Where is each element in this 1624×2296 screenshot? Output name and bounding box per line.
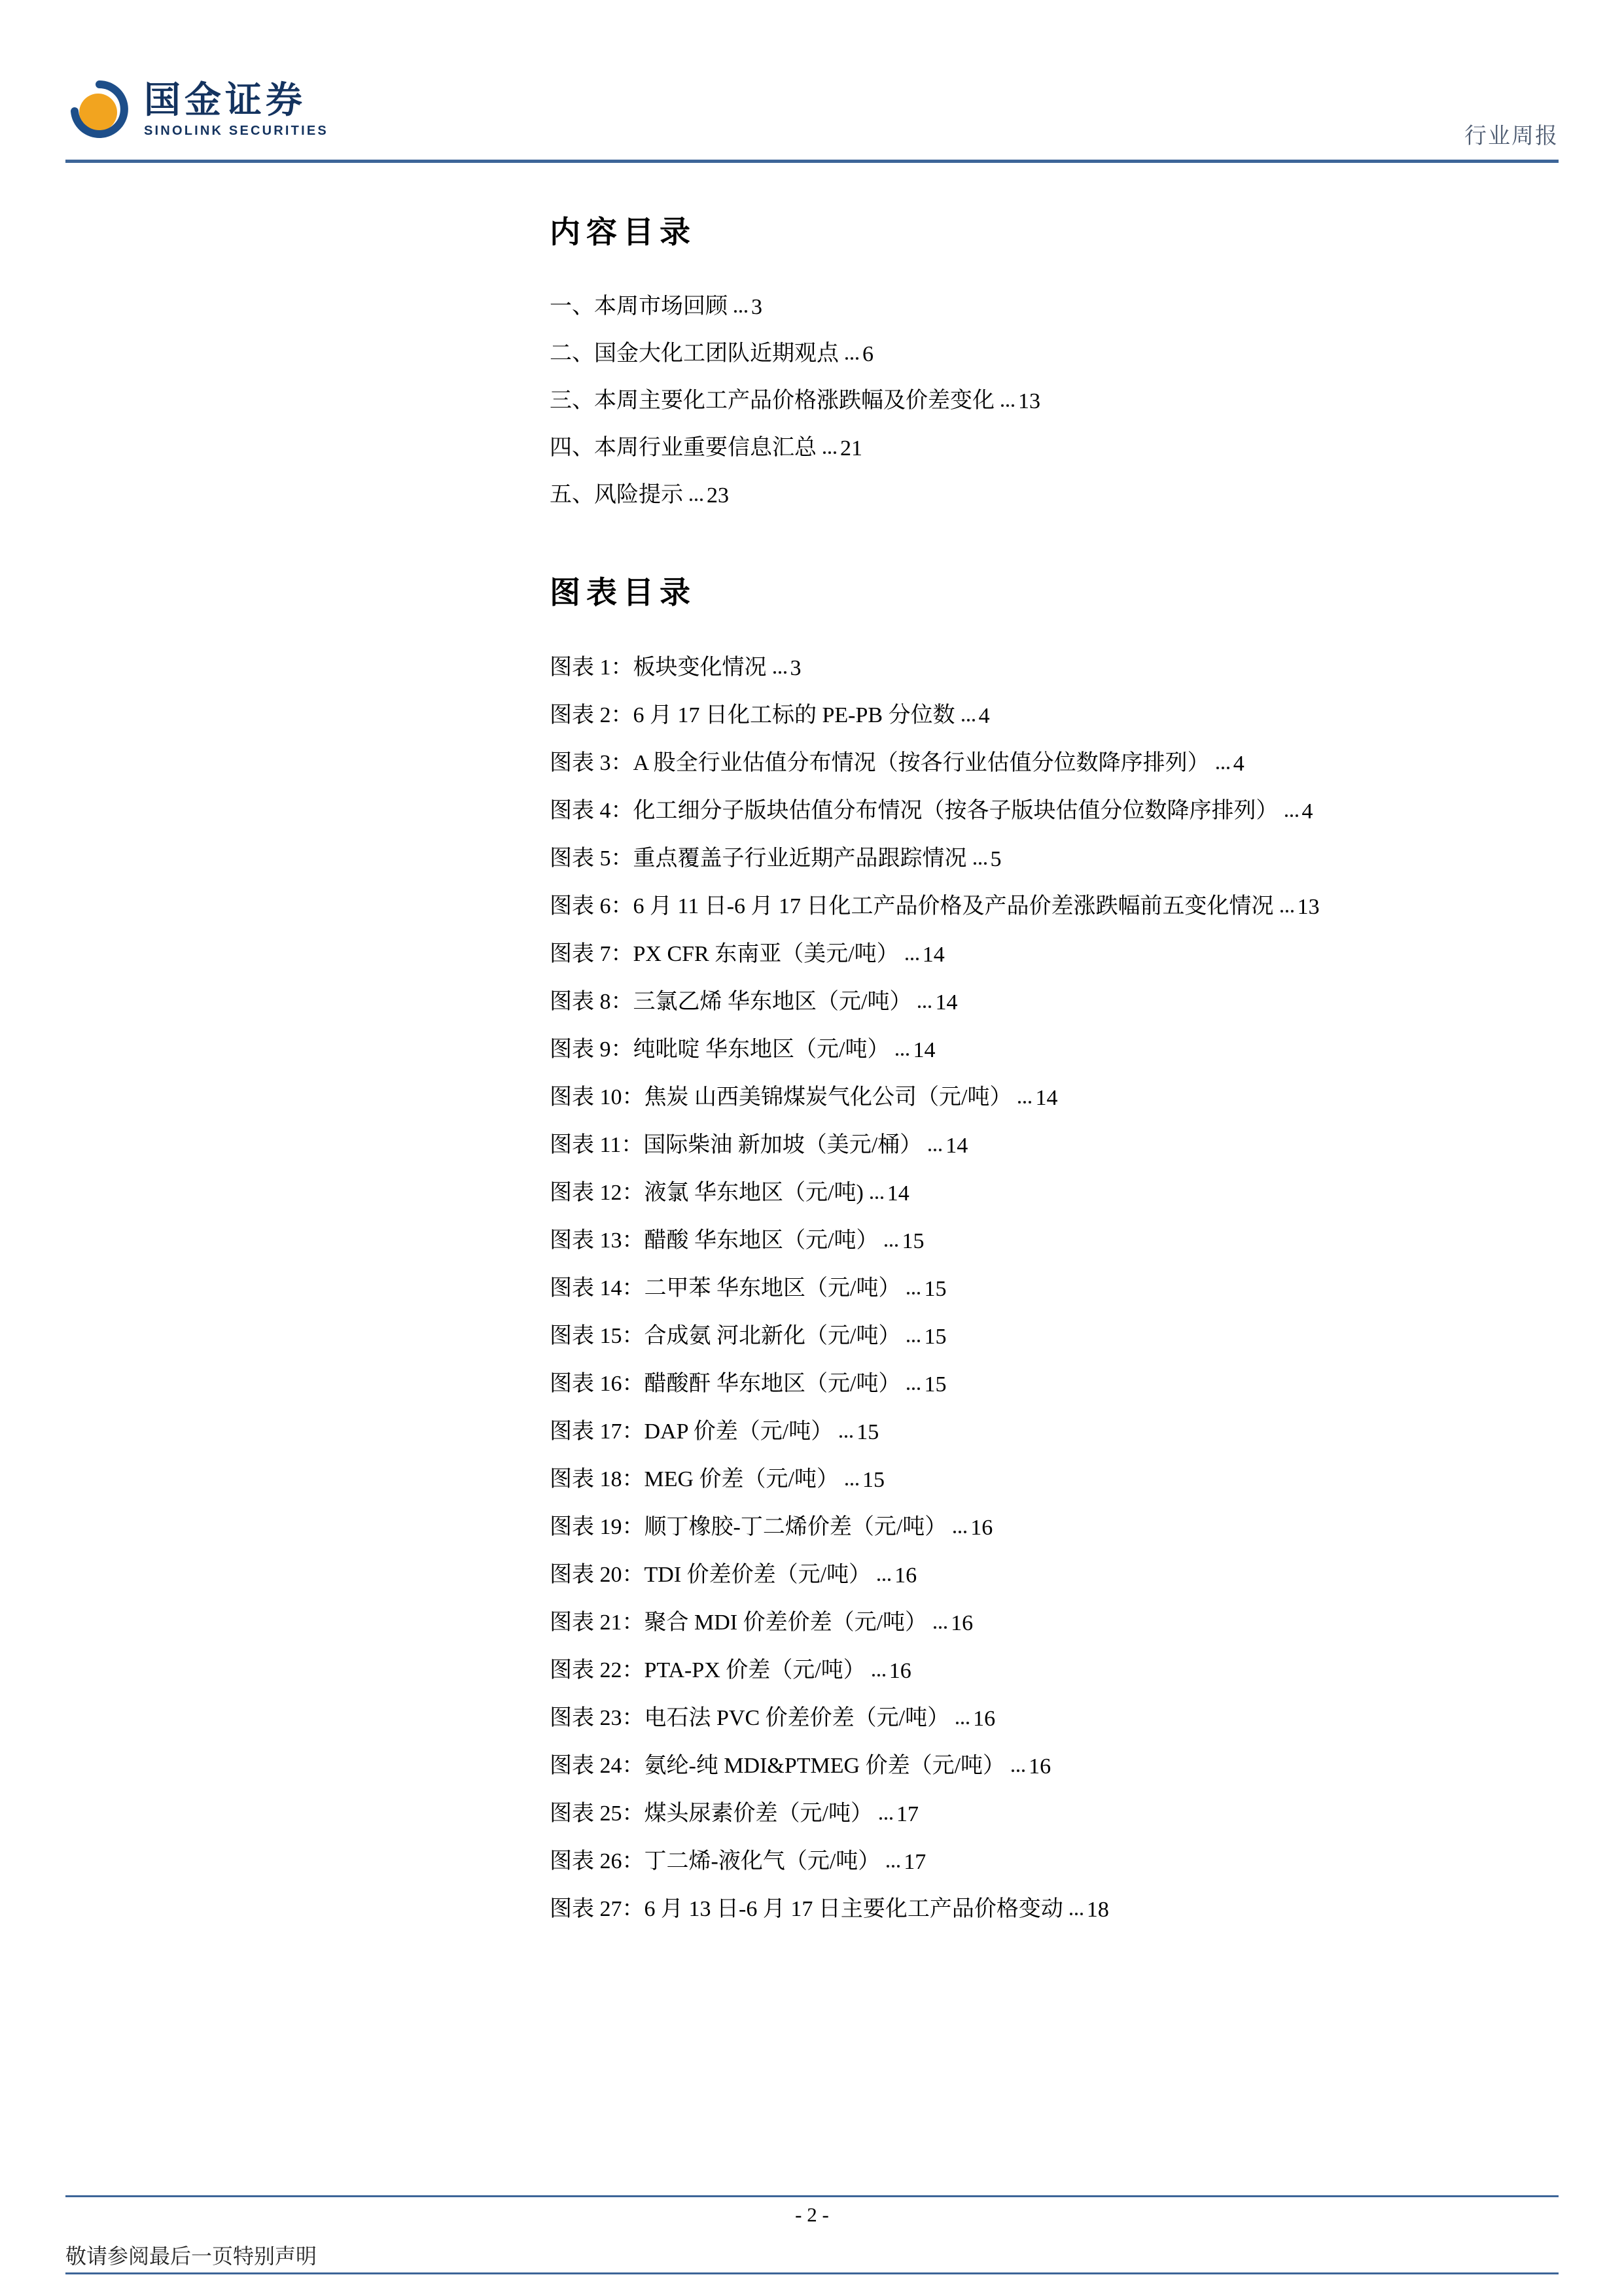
figure-entry-page: 14 <box>945 1134 968 1158</box>
figure-entry-label: 图表 8：三氯乙烯 华东地区（元/吨） <box>550 990 912 1014</box>
figure-entry[interactable] <box>550 729 1525 776</box>
figure-entry-page: 14 <box>922 943 945 967</box>
figure-leader-dots <box>879 1817 892 1820</box>
toc-entry-page: 13 <box>1018 389 1040 413</box>
figure-leader-dots <box>962 719 975 722</box>
figure-entry-page: 14 <box>1035 1086 1058 1110</box>
figure-leader-dots <box>928 1149 942 1151</box>
figure-entry[interactable] <box>550 1445 1525 1493</box>
figure-entry[interactable] <box>550 1493 1525 1540</box>
figure-entry[interactable] <box>550 1588 1525 1636</box>
figure-leader-dots <box>877 1578 891 1581</box>
figure-entry[interactable] <box>550 872 1525 920</box>
figure-leader-dots <box>870 1196 883 1199</box>
figure-leader-dots <box>956 1722 969 1724</box>
toc-entry-page: 3 <box>751 295 762 319</box>
figure-entry-page: 3 <box>790 656 802 680</box>
figure-entry-page: 16 <box>973 1707 996 1731</box>
figure-leader-dots <box>1280 910 1294 913</box>
toc-entry[interactable] <box>550 320 1525 367</box>
figure-entry-page: 14 <box>887 1181 909 1206</box>
figure-entry-label: 图表 4：化工细分子版块估值分布情况（按各子版块估值分位数降序排列） <box>550 799 1279 823</box>
figure-entry-label: 图表 26：丁二烯-液化气（元/吨） <box>550 1849 881 1873</box>
report-header <box>65 77 328 143</box>
figure-entry-label: 图表 13：醋酸 华东地区（元/吨） <box>550 1228 879 1253</box>
figure-entry-page: 17 <box>896 1802 919 1826</box>
page-number: - 2 - <box>795 2203 829 2226</box>
figure-entry-label: 图表 17：DAP 价差（元/吨） <box>550 1419 834 1444</box>
figure-leader-dots <box>773 671 786 674</box>
figure-entry-label: 图表 21：聚合 MDI 价差价差（元/吨） <box>550 1610 928 1635</box>
figure-leader-dots <box>1285 814 1298 817</box>
figure-entry-label: 图表 16：醋酸酐 华东地区（元/吨） <box>550 1372 901 1396</box>
figures-section <box>550 568 1525 1922</box>
figure-entry[interactable] <box>550 1875 1525 1922</box>
toc-entry-label: 二、国金大化工团队近期观点 <box>550 341 839 366</box>
figure-entry-label: 图表 14：二甲苯 华东地区（元/吨） <box>550 1276 901 1300</box>
figure-entry[interactable] <box>550 967 1525 1015</box>
figure-leader-dots <box>918 1005 931 1008</box>
figure-entry-label: 图表 2：6 月 17 日化工标的 PE-PB 分位数 <box>550 703 955 727</box>
figure-leader-dots <box>974 862 987 865</box>
toc-leader-dots <box>845 357 858 360</box>
figure-entry[interactable] <box>550 1397 1525 1445</box>
figure-entry[interactable] <box>550 1827 1525 1875</box>
figure-entry[interactable] <box>550 1063 1525 1111</box>
figure-entry-page: 4 <box>978 704 990 728</box>
figure-leader-dots <box>1018 1101 1031 1104</box>
header-rule <box>65 160 1559 163</box>
figure-leader-dots <box>906 958 919 960</box>
figure-entry[interactable] <box>550 1111 1525 1158</box>
toc-entry-label: 一、本周市场回顾 <box>550 294 728 319</box>
figure-entry-page: 17 <box>904 1850 927 1874</box>
figure-leader-dots <box>907 1292 920 1295</box>
figure-entry[interactable] <box>550 1684 1525 1731</box>
logo-cn-text: 国金证券 <box>144 79 306 121</box>
figure-entry-page: 4 <box>1233 752 1244 776</box>
toc-leader-dots <box>734 310 747 313</box>
figure-entry-page: 14 <box>913 1038 936 1062</box>
toc-entry[interactable] <box>550 273 1525 320</box>
toc-entry[interactable] <box>550 414 1525 461</box>
figure-entry-label: 图表 22：PTA-PX 价差（元/吨） <box>550 1658 866 1682</box>
toc-entry[interactable] <box>550 461 1525 508</box>
toc-entry-page: 6 <box>862 342 874 366</box>
logo-en-text: SINOLINK SECURITIES <box>144 123 328 138</box>
figure-leader-dots <box>872 1674 885 1677</box>
figure-leader-dots <box>845 1483 858 1486</box>
figures-title: 图表目录 <box>550 576 696 610</box>
toc-leader-dots <box>823 451 836 454</box>
figure-entry-page: 16 <box>894 1563 917 1588</box>
figure-entry-label: 图表 11：国际柴油 新加坡（美元/桶） <box>550 1133 923 1157</box>
figure-leader-dots <box>1070 1913 1083 1915</box>
figure-entry-label: 图表 27：6 月 13 日-6 月 17 日主要化工产品价格变动 <box>550 1897 1063 1921</box>
figure-leader-dots <box>887 1865 900 1868</box>
footer-rule-bottom <box>65 2272 1559 2274</box>
figure-entry[interactable] <box>550 633 1525 681</box>
figure-entry-label: 图表 9：纯吡啶 华东地区（元/吨） <box>550 1037 890 1062</box>
content-column <box>550 208 1525 1922</box>
figure-entry[interactable] <box>550 1636 1525 1684</box>
figure-entry-page: 13 <box>1297 895 1320 919</box>
figure-entry-label: 图表 24：氨纶-纯 MDI&PTMEG 价差（元/吨） <box>550 1754 1006 1778</box>
figure-leader-dots <box>885 1244 898 1247</box>
figure-entry[interactable] <box>550 1254 1525 1302</box>
report-type-label: 行业周报 <box>1464 124 1559 148</box>
figure-entry[interactable] <box>550 920 1525 967</box>
figure-entry-page: 16 <box>1029 1754 1051 1779</box>
figure-entry-page: 15 <box>862 1468 885 1492</box>
figure-entry-page: 16 <box>951 1611 974 1635</box>
figure-entry-label: 图表 19：顺丁橡胶-丁二烯价差（元/吨） <box>550 1515 947 1539</box>
toc-leader-dots <box>690 498 703 501</box>
figure-leader-dots <box>907 1340 920 1342</box>
figure-entry-label: 图表 15：合成氨 河北新化（元/吨） <box>550 1324 901 1348</box>
figure-entry-label: 图表 3：A 股全行业估值分布情况（按各行业估值分位数降序排列） <box>550 751 1210 775</box>
toc-entry-page: 23 <box>707 483 729 508</box>
figure-entry[interactable] <box>550 1206 1525 1254</box>
figure-entry[interactable] <box>550 776 1525 824</box>
figure-leader-dots <box>953 1531 966 1533</box>
figure-entry-page: 16 <box>970 1516 993 1540</box>
figure-entry-page: 15 <box>924 1277 947 1301</box>
toc-title: 内容目录 <box>550 216 696 250</box>
figure-entry-label: 图表 18：MEG 价差（元/吨） <box>550 1467 839 1491</box>
toc-entry-page: 21 <box>840 436 862 461</box>
figure-entry-page: 15 <box>924 1372 947 1397</box>
figure-entry-page: 5 <box>990 847 1002 871</box>
figure-entry-label: 图表 20：TDI 价差价差（元/吨） <box>550 1563 872 1587</box>
figure-leader-dots <box>1216 767 1229 769</box>
toc-entry-label: 三、本周主要化工产品价格涨跌幅及价差变化 <box>550 389 995 413</box>
figure-entry-label: 图表 5：重点覆盖子行业近期产品跟踪情况 <box>550 846 967 871</box>
toc-leader-dots <box>1001 404 1014 407</box>
sinolink-logo <box>144 81 328 139</box>
footer-disclaimer: 敬请参阅最后一页特别声明 <box>65 2244 317 2268</box>
figure-entry[interactable] <box>550 1158 1525 1206</box>
figure-leader-dots <box>907 1387 920 1390</box>
figure-entry-page: 15 <box>902 1229 925 1253</box>
figure-entry[interactable] <box>550 1779 1525 1827</box>
figure-entry-label: 图表 7：PX CFR 东南亚（美元/吨） <box>550 942 899 966</box>
figure-entry-label: 图表 6：6 月 11 日-6 月 17 日化工产品价格及产品价差涨跌幅前五变化情况 <box>550 894 1274 918</box>
figure-entry-label: 图表 12：液氯 华东地区（元/吨) <box>550 1181 864 1205</box>
toc-entry[interactable] <box>550 367 1525 414</box>
figure-entry-label: 图表 23：电石法 PVC 价差价差（元/吨） <box>550 1706 950 1730</box>
figure-entry-label: 图表 10：焦炭 山西美锦煤炭气化公司（元/吨） <box>550 1085 1012 1109</box>
figure-entry-page: 15 <box>924 1325 947 1349</box>
toc-entry-label: 四、本周行业重要信息汇总 <box>550 436 817 460</box>
figure-leader-dots <box>839 1435 853 1438</box>
figure-entry-label: 图表 25：煤头尿素价差（元/吨） <box>550 1801 873 1826</box>
figure-leader-dots <box>1012 1769 1025 1772</box>
figure-entry[interactable] <box>550 824 1525 872</box>
figure-leader-dots <box>934 1626 947 1629</box>
toc-section <box>550 208 1525 508</box>
figure-entry[interactable] <box>550 1540 1525 1588</box>
figure-leader-dots <box>896 1053 909 1056</box>
footer-rule-top <box>65 2195 1559 2197</box>
toc-list <box>550 273 1525 508</box>
figure-entry-page: 16 <box>889 1659 911 1683</box>
toc-entry-label: 五、风险提示 <box>550 483 683 507</box>
figure-entry-page: 4 <box>1301 799 1313 824</box>
figure-entry-page: 14 <box>935 990 958 1015</box>
figure-entry[interactable] <box>550 1302 1525 1349</box>
figure-entry[interactable] <box>550 681 1525 729</box>
figure-entry-page: 15 <box>856 1420 879 1444</box>
figure-entry-label: 图表 1：板块变化情况 <box>550 655 767 680</box>
figure-entry[interactable] <box>550 1015 1525 1063</box>
figure-entry[interactable] <box>550 1349 1525 1397</box>
figure-entry-page: 18 <box>1086 1898 1109 1922</box>
figure-list <box>550 633 1525 1922</box>
figure-entry[interactable] <box>550 1731 1525 1779</box>
sinolink-logo-icon <box>65 77 131 143</box>
